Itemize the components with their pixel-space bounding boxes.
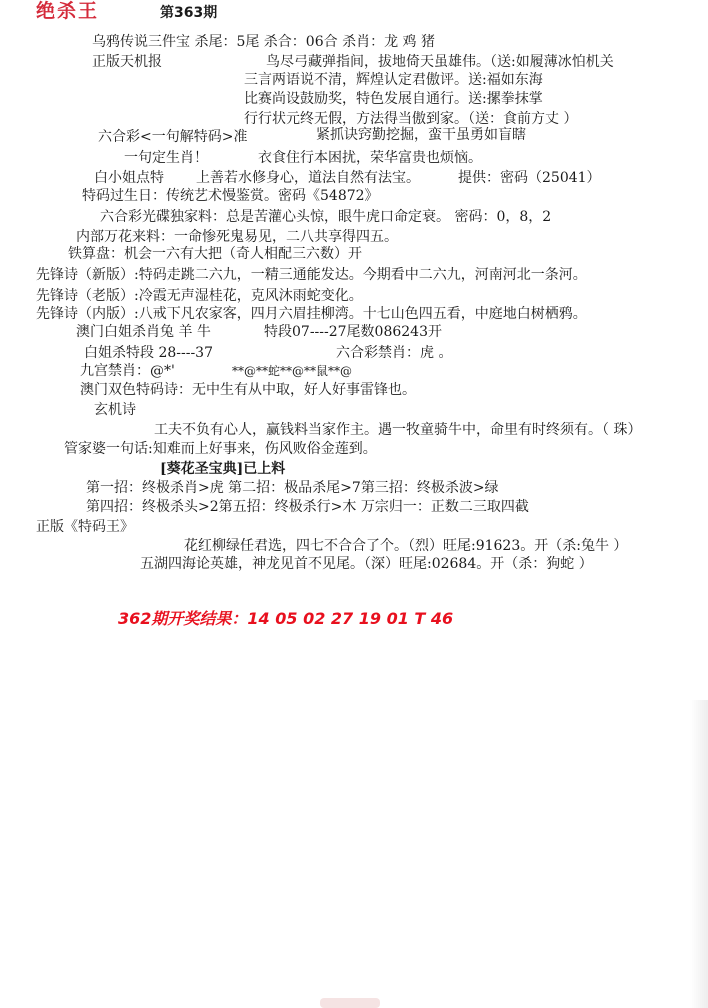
page-title: 绝杀王 [36, 0, 100, 22]
section-heading: 正版天机报 [92, 54, 162, 70]
text-line: 澳门白姐杀肖兔 羊 牛 [76, 324, 211, 340]
text-line: 比赛尚设鼓励奖，特色发展自通行。送:摞拳抹掌 [244, 91, 543, 107]
text-line: 先锋诗（内版）:八戒下凡农家客，四月六眉挂柳湾。十七山色四五看，中庭地白树栖鸦。 [36, 306, 587, 322]
text-line: 上善若水修身心，道法自然有法宝。 [196, 170, 420, 186]
text-line: 花红柳绿任君选，四七不合合了个。（烈）旺尾:91623。开（杀:兔牛 ） [184, 538, 628, 554]
text-line: **@**蛇**@**鼠**@ [232, 364, 353, 378]
text-line: 六合彩禁肖：虎 。 [336, 345, 453, 361]
section-heading: 六合彩<一句解特码>准 [98, 129, 248, 145]
issue-number: 第363期 [160, 5, 218, 21]
text-line: 第一招：终极杀肖>虎 第二招：极品杀尾>7第三招：终极杀波>绿 [86, 480, 499, 496]
scan-shadow [690, 700, 708, 1008]
draw-result: 362期开奖结果：14 05 02 27 19 01 T 46 [118, 609, 454, 628]
text-line: 衣食住行本困扰，荣华富贵也烦恼。 [258, 150, 482, 166]
text-line: 特段07----27尾数086243开 [264, 324, 442, 340]
text-line: 行行状元终无假，方法得当傲到家。（送：食前方丈 ） [244, 111, 578, 127]
text-line: 紧抓诀窍勤挖掘，蛮干虽勇如盲瞎 [316, 127, 526, 143]
text-line: 工夫不负有心人，赢钱料当家作主。遇一牧童骑牛中，命里有时终须有。（ 珠） [154, 422, 642, 438]
text-line: 提供：密码（25041） [458, 170, 601, 186]
text-line: 乌鸦传说三件宝 杀尾：5尾 杀合：06合 杀肖：龙 鸡 猪 [92, 34, 435, 50]
text-line: 六合彩光碟独家料：总是苦灌心头惊，眼牛虎口命定衰。 密码：0，8，2 [100, 209, 552, 225]
text-line: 澳门双色特码诗：无中生有从中取，好人好事雷锋也。 [80, 382, 416, 398]
section-heading: 一句定生肖！ [124, 150, 208, 166]
text-line: 三言两语说不清，辉煌认定君傲评。送:福如东海 [244, 72, 543, 88]
section-heading: 白小姐点特 [94, 170, 164, 186]
text-line: 特码过生日：传统艺术慢鉴赏。密码《54872》 [82, 188, 379, 204]
text-line: 白姐杀特段 28----37 [84, 345, 214, 361]
section-heading: 正版《特码王》 [36, 519, 134, 535]
text-line: 九宫禁肖：@*' [80, 363, 175, 379]
text-line: 管家婆一句话:知难而上好事来，伤风败俗金莲到。 [64, 441, 377, 457]
text-line: 先锋诗（新版）:特码走跳二六九，一精三通能发达。今期看中二六九，河南河北一条河。 [36, 267, 587, 283]
text-line: 第四招：终极杀头>2第五招：终极杀行>木 万宗归一：正数二三取四截 [86, 499, 529, 515]
section-heading: [葵花圣宝典]已上料 [160, 461, 286, 477]
scan-mark [320, 998, 380, 1008]
text-line: 五湖四海论英雄，神龙见首不见尾。（深）旺尾:02684。开（杀：狗蛇 ） [140, 556, 593, 572]
text-line: 内部万花来料：一命惨死鬼易见，二八共享得四五。 [76, 229, 398, 245]
text-line: 铁算盘：机会一六有大把（奇人相配三六数）开 [68, 246, 362, 262]
section-heading: 玄机诗 [94, 402, 136, 418]
text-line: 先锋诗（老版）:冷霞无声湿桂花，克风沐雨蛇变化。 [36, 288, 363, 304]
text-line: 鸟尽弓藏弹指间，拔地倚天虽雄伟。（送:如履薄冰怕机关 [266, 54, 614, 70]
